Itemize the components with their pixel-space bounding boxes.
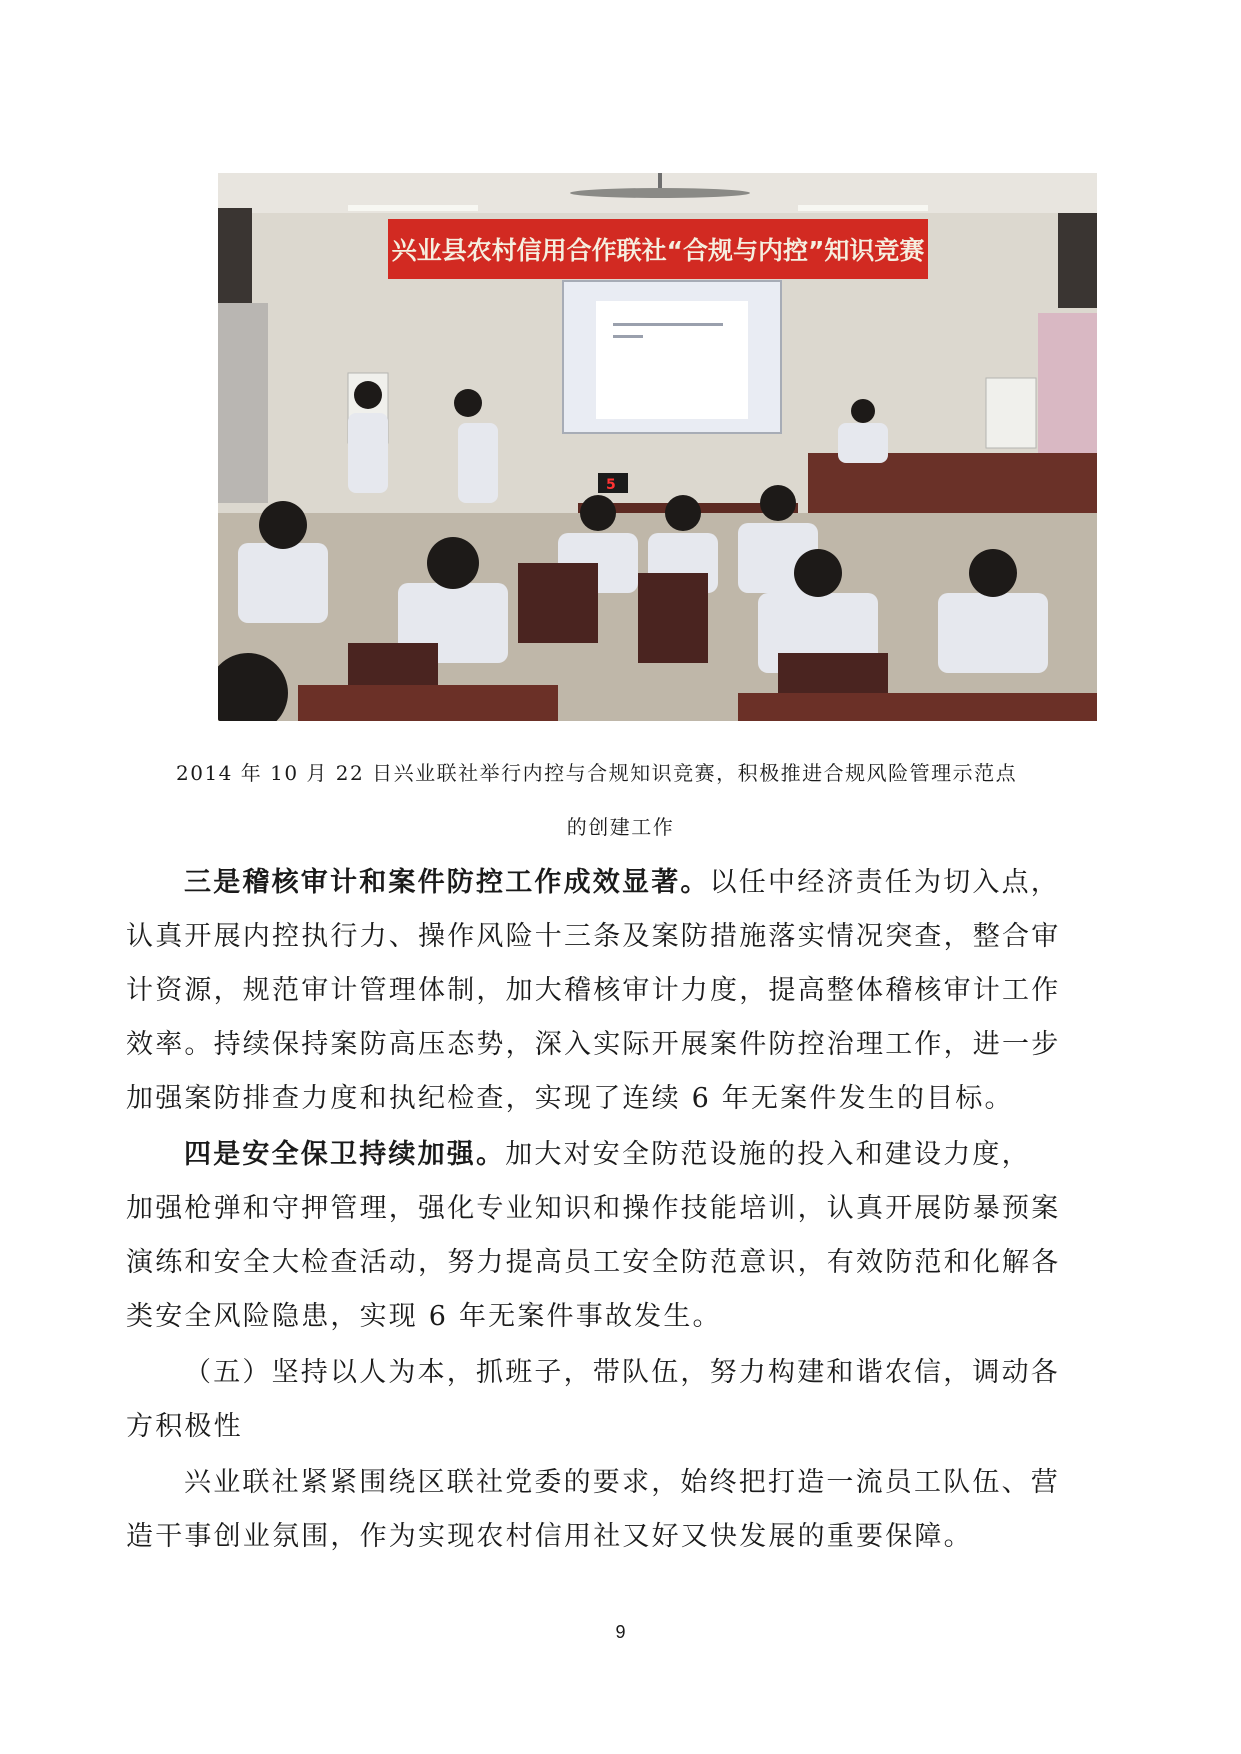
timer-text: 5 xyxy=(606,477,616,493)
paragraph-security-heading: 四是安全保卫持续加强。 xyxy=(184,1139,506,1170)
paragraph-security-line-1 xyxy=(126,1128,1116,1182)
banner-text: 兴业县农村信用合作联社“合规与内控”知识竞赛 xyxy=(391,236,925,265)
paragraph-section-five-line-1: （五）坚持以人为本，抓班子，带队伍，努力构建和谐农信，调动各 xyxy=(184,1357,1060,1388)
paragraph-security-line-3: 演练和安全大检查活动，努力提高员工安全防范意识，有效防范和化解各 xyxy=(126,1247,1061,1278)
paragraph-section-five-line-2: 方积极性 xyxy=(126,1411,243,1442)
paragraph-staff-line-2: 造干事创业氛围，作为实现农村信用社又好又快发展的重要保障。 xyxy=(126,1521,973,1552)
paragraph-section-five xyxy=(126,1346,1116,1454)
photo-caption-line-1: 2014 年 10 月 22 日兴业联社举行内控与合规知识竞赛，积极推进合规风险管理示范点 xyxy=(176,761,1018,785)
page-number: 9 xyxy=(615,1622,626,1642)
paragraph-security-line-2: 加强枪弹和守押管理，强化专业知识和操作技能培训，认真开展防暴预案 xyxy=(126,1193,1061,1224)
paragraph-audit-line-5: 加强案防排查力度和执纪检查，实现了连续 6 年无案件发生的目标。 xyxy=(126,1083,1014,1114)
paragraph-staff xyxy=(126,1456,1116,1564)
paragraph-security xyxy=(126,1128,1116,1344)
paragraph-audit-line-1 xyxy=(126,856,1116,910)
photo-caption-line-2: 的创建工作 xyxy=(566,815,675,839)
paragraph-audit-line-1-text: 以任中经济责任为切入点， xyxy=(709,867,1061,898)
paragraph-staff-line-1: 兴业联社紧紧围绕区联社党委的要求，始终把打造一流员工队伍、营 xyxy=(184,1467,1060,1498)
paragraph-security-line-1-text: 加大对安全防范设施的投入和建设力度， xyxy=(505,1139,1031,1170)
paragraph-audit-line-4: 效率。持续保持案防高压态势，深入实际开展案件防控治理工作，进一步 xyxy=(126,1029,1061,1060)
paragraph-audit-line-3: 计资源，规范审计管理体制，加大稽核审计力度，提高整体稽核审计工作 xyxy=(126,975,1061,1006)
competition-photo-illustration xyxy=(218,173,1097,721)
paragraph-security-line-4: 类安全风险隐患，实现 6 年无案件事故发生。 xyxy=(126,1301,722,1332)
paragraph-audit-heading: 三是稽核审计和案件防控工作成效显著。 xyxy=(184,867,710,898)
competition-photo xyxy=(218,173,1097,721)
paragraph-audit-line-2: 认真开展内控执行力、操作风险十三条及案防措施落实情况突查，整合审 xyxy=(126,921,1061,952)
paragraph-audit xyxy=(126,856,1116,1126)
